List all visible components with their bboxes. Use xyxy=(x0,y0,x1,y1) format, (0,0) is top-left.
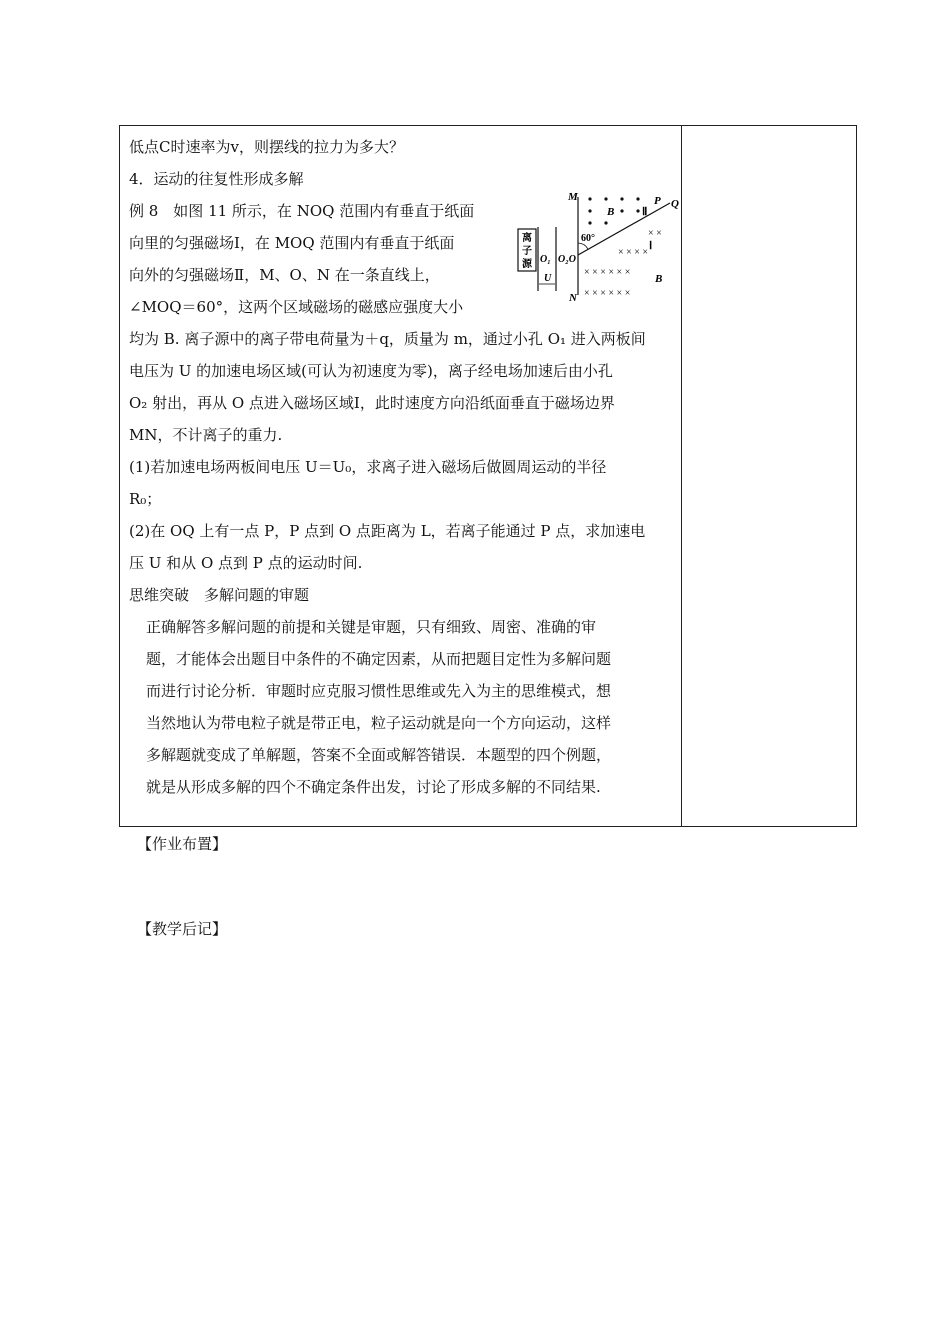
label-u: U xyxy=(544,273,552,284)
question-line: R₀； xyxy=(129,490,162,508)
label-o1: O₁ xyxy=(540,254,551,265)
label-m: M xyxy=(568,191,578,203)
ion-source-label-2: 子 xyxy=(522,246,532,257)
analysis-line: 当然地认为带电粒子就是带正电，粒子运动就是向一个方向运动，这样 xyxy=(146,714,612,732)
analysis-line: 题，才能体会出题目中条件的不确定因素，从而把题目定性为多解问题 xyxy=(146,650,612,668)
question-line: 压 U 和从 O 点到 P 点的运动时间. xyxy=(129,554,363,572)
magnetic-field-figure xyxy=(514,185,686,305)
label-i: Ⅰ xyxy=(649,240,653,252)
ion-source-label-3: 源 xyxy=(522,259,532,270)
field-i-crosses xyxy=(584,228,662,299)
label-b-top: B xyxy=(607,206,615,218)
question-line: (1)若加速电场两板间电压 U＝U₀，求离子进入磁场后做圆周运动的半径 xyxy=(129,458,607,476)
analysis-paragraph xyxy=(129,611,674,803)
example-line: 例 8 如图 11 所示，在 NOQ 范围内有垂直于纸面 xyxy=(129,202,475,220)
homework-heading: 【作业布置】 xyxy=(137,835,228,853)
svg-text:× × × × × ×: × × × × × × xyxy=(584,288,631,299)
question-line: (2)在 OQ 上有一点 P，P 点到 O 点距离为 L，若离子能通过 P 点，求加速电 xyxy=(129,522,646,540)
svg-text:× × × × × ×: × × × × × × xyxy=(584,267,631,278)
label-q: Q xyxy=(671,198,679,210)
question-2 xyxy=(129,515,674,579)
label-o2o: O₂O xyxy=(558,254,576,265)
previous-question-tail: 低点C时速率为v，则摆线的拉力为多大？ xyxy=(129,138,404,156)
question-1 xyxy=(129,451,674,515)
label-angle: 60° xyxy=(581,233,595,244)
label-ii: Ⅱ xyxy=(642,206,648,218)
analysis-line: 多解题就变成了单解题，答案不全面或解答错误．本题型的四个例题， xyxy=(146,746,612,764)
svg-text:× × × ×: × × × × xyxy=(618,247,649,258)
example-line: 向外的匀强磁场Ⅱ，M、O、N 在一条直线上， xyxy=(129,266,440,284)
label-p: P xyxy=(654,195,661,207)
ion-source-label-1: 离 xyxy=(522,233,532,244)
afterword-heading: 【教学后记】 xyxy=(137,920,228,938)
topic-heading: 4．运动的往复性形成多解 xyxy=(129,170,304,188)
analysis-title: 思维突破 多解问题的审题 xyxy=(129,586,310,604)
example-line: 电压为 U 的加速电场区域(可认为初速度为零)，离子经电场加速后由小孔 xyxy=(129,362,613,380)
example-line: MN，不计离子的重力. xyxy=(129,426,283,444)
label-n: N xyxy=(569,292,577,304)
label-b-bottom: B xyxy=(655,273,663,285)
example-line: ∠MOQ＝60°，这两个区域磁场的磁感应强度大小 xyxy=(129,298,464,316)
example-line: 向里的匀强磁场Ⅰ，在 MOQ 范围内有垂直于纸面 xyxy=(129,234,455,252)
analysis-line: 就是从形成多解的四个不确定条件出发，讨论了形成多解的不同结果. xyxy=(146,778,601,796)
analysis-line: 而进行讨论分析．审题时应克服习惯性思维或先入为主的思维模式，想 xyxy=(146,682,612,700)
example-line: O₂ 射出，再从 O 点进入磁场区域Ⅰ，此时速度方向沿纸面垂直于磁场边界 xyxy=(129,394,615,412)
example-line: 均为 B. 离子源中的离子带电荷量为＋q，质量为 m，通过小孔 O₁ 进入两板间 xyxy=(129,330,646,348)
svg-text:× ×: × × xyxy=(648,228,662,239)
analysis-line: 正确解答多解问题的前提和关键是审题，只有细致、周密、准确的审 xyxy=(146,618,597,636)
